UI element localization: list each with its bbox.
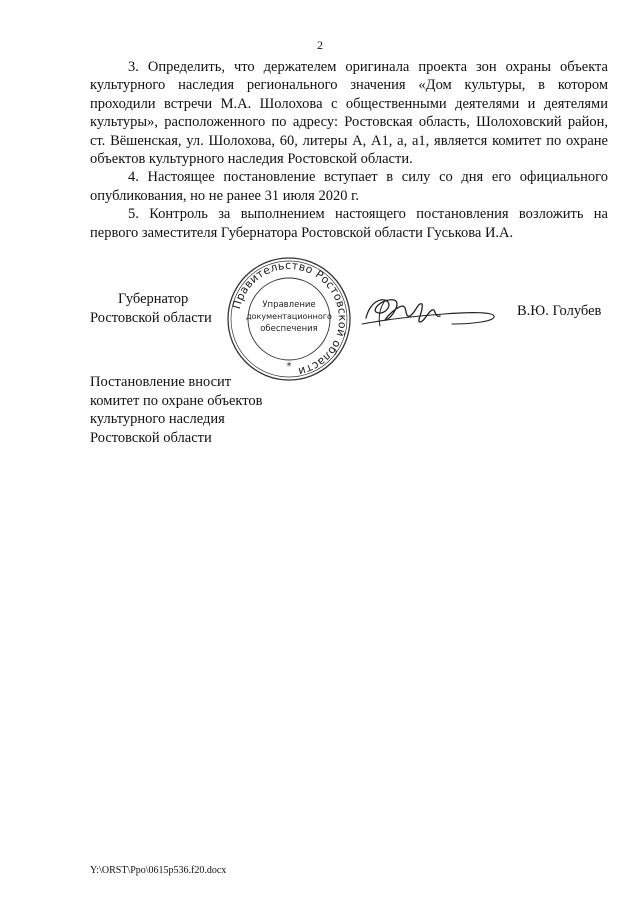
- seal-center-line1: Управление: [262, 300, 316, 310]
- submission-note-line: Ростовской области: [90, 429, 212, 446]
- submission-note-line: комитет по охране объектов: [90, 392, 263, 409]
- document-body: [90, 58, 608, 242]
- footer-file-path: Y:\ORST\Ppo\0615p536.f20.docx: [90, 865, 227, 876]
- official-seal: [225, 255, 353, 383]
- page-number: 2: [317, 38, 323, 52]
- submission-note: [90, 373, 263, 447]
- handwritten-signature: [358, 288, 498, 336]
- paragraph-5: 5. Контроль за выполнением настоящего постановления возложить на первого заместителя Губернатора Ростовской области Гуськова И.А.: [90, 206, 608, 241]
- seal-ring-text: Правительство Ростовской области: [230, 258, 350, 379]
- signatory-title: [90, 290, 220, 327]
- signatory-title-line1: Губернатор: [118, 291, 189, 307]
- submission-note-line: культурного наследия: [90, 411, 225, 427]
- submission-note-line: Постановление вносит: [90, 374, 232, 390]
- seal-center-line3: обеспечения: [260, 324, 318, 334]
- paragraph-3: 3. Определить, что держателем оригинала проекта зон охраны объекта культурного наследия регионального значения «Дом культуры, в котором проходили встречи М.А. Шолохова с общественными деятелями и деятелями культуры», расположенного по адресу: Ростовская область, Шолоховский район, ст. Вёшенская, ул. Шолохова, 60, литеры А, А1, а, а1, является комитет по охране объектов культурного наследия Ростовской области.: [90, 59, 608, 168]
- signatory-title-line2: Ростовской области: [90, 309, 212, 326]
- signatory-name: В.Ю. Голубев: [517, 303, 602, 319]
- paragraph-4: 4. Настоящее постановление вступает в силу со дня его официального опубликования, но не ранее 31 июля 2020 г.: [90, 169, 608, 204]
- seal-center-line2: документационного: [246, 312, 332, 321]
- seal-star: *: [286, 361, 292, 372]
